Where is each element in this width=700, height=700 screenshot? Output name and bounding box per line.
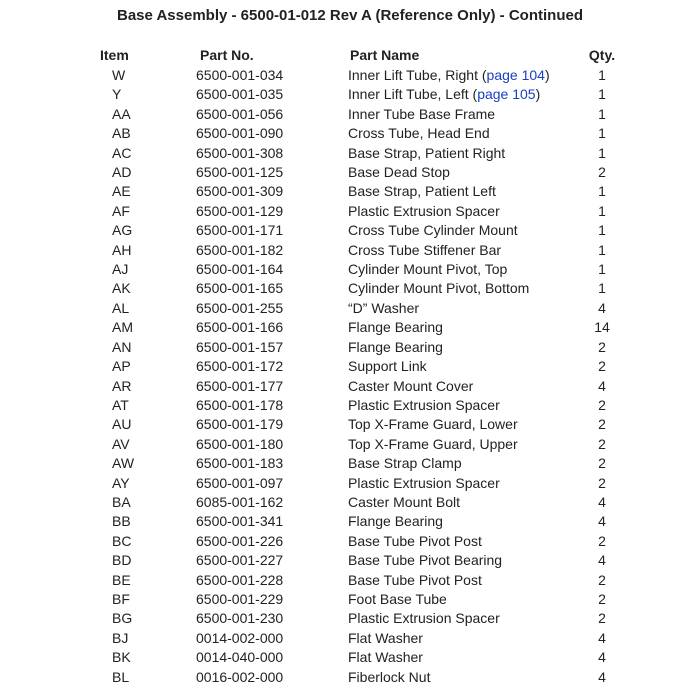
part-name-text: Top X-Frame Guard, Lower <box>348 416 518 433</box>
qty-cell: 1 <box>598 261 606 278</box>
part-name-text: Base Tube Pivot Post <box>348 532 482 549</box>
part-name-cell <box>348 357 582 376</box>
part-name-cell <box>348 629 582 648</box>
part-name-suffix: ) <box>544 67 550 83</box>
column-header-part-name: Part Name <box>350 47 420 63</box>
qty-cell: 4 <box>598 668 606 685</box>
item-cell: BL <box>112 668 130 685</box>
qty-cell: 1 <box>598 222 606 239</box>
part-name-cell <box>348 590 582 609</box>
part-name-text: Flat Washer <box>348 629 423 646</box>
table-row <box>98 512 622 531</box>
table-row <box>98 299 622 318</box>
item-cell: BC <box>112 532 132 549</box>
qty-cell: 4 <box>598 299 606 316</box>
column-header-part-no: Part No. <box>200 47 254 63</box>
part-no-cell: 6500-001-255 <box>196 299 284 316</box>
part-name-cell <box>348 512 582 531</box>
item-cell: AY <box>112 474 130 491</box>
table-row <box>98 454 622 473</box>
part-name-text: Flange Bearing <box>348 513 443 530</box>
page-reference-link[interactable]: page 105 <box>477 86 536 103</box>
table-header-row <box>98 46 622 66</box>
part-name-text: Cross Tube Cylinder Mount <box>348 222 518 239</box>
part-name-text: Caster Mount Cover <box>348 377 474 394</box>
part-name-text: Plastic Extrusion Spacer <box>348 474 500 491</box>
part-name-text: Top X-Frame Guard, Upper <box>348 435 518 452</box>
qty-cell: 1 <box>598 280 606 297</box>
item-cell: AW <box>112 455 135 472</box>
qty-cell: 2 <box>598 455 606 472</box>
part-name-cell <box>348 474 582 493</box>
table-row <box>98 493 622 512</box>
part-name-cell <box>348 415 582 434</box>
part-no-cell: 6500-001-056 <box>196 105 284 122</box>
qty-cell: 2 <box>598 610 606 627</box>
part-name-text: Flange Bearing <box>348 319 443 336</box>
part-no-cell: 6500-001-090 <box>196 125 284 142</box>
qty-cell: 2 <box>598 590 606 607</box>
part-name-cell <box>348 648 582 667</box>
part-name-cell <box>348 454 582 473</box>
part-name-cell <box>348 279 582 298</box>
part-no-cell: 6500-001-227 <box>196 552 284 569</box>
part-no-cell: 6500-001-164 <box>196 261 284 278</box>
qty-cell: 4 <box>598 513 606 530</box>
part-no-cell: 6500-001-182 <box>196 241 284 258</box>
item-cell: AC <box>112 144 132 161</box>
part-name-cell <box>348 66 582 85</box>
page-title: Base Assembly - 6500-01-012 Rev A (Reference Only) - Continued <box>117 7 583 24</box>
part-name-text: Inner Lift Tube, Left ( <box>348 86 478 103</box>
part-name-cell <box>348 396 582 415</box>
table-row <box>98 435 622 454</box>
part-name-text: Cylinder Mount Pivot, Bottom <box>348 280 530 297</box>
table-row <box>98 124 622 143</box>
part-name-cell <box>348 571 582 590</box>
part-name-text: Base Strap, Patient Left <box>348 183 496 200</box>
table-row <box>98 66 622 85</box>
item-cell: AM <box>112 319 133 336</box>
part-name-text: Inner Tube Base Frame <box>348 105 496 122</box>
table-row <box>98 260 622 279</box>
table-row <box>98 279 622 298</box>
table-row <box>98 202 622 221</box>
qty-cell: 2 <box>598 474 606 491</box>
part-name-text: Fiberlock Nut <box>348 668 431 685</box>
part-name-text: Plastic Extrusion Spacer <box>348 202 500 219</box>
item-cell: AP <box>112 358 131 375</box>
part-name-text: Flat Washer <box>348 649 423 666</box>
qty-cell: 4 <box>598 493 606 510</box>
part-no-cell: 6500-001-166 <box>196 319 284 336</box>
part-name-cell <box>348 493 582 512</box>
part-no-cell: 6500-001-097 <box>196 474 284 491</box>
qty-cell: 2 <box>598 571 606 588</box>
page-reference-link[interactable]: page 104 <box>486 67 545 83</box>
part-no-cell: 6085-001-162 <box>196 493 284 510</box>
part-name-text: Base Strap, Patient Right <box>348 144 506 161</box>
part-name-cell <box>348 338 582 357</box>
part-name-text: Flange Bearing <box>348 338 443 355</box>
item-cell: AG <box>112 222 133 239</box>
part-no-cell: 6500-001-177 <box>196 377 284 394</box>
table-row <box>98 532 622 551</box>
table-row <box>98 105 622 124</box>
table-row <box>98 182 622 201</box>
item-cell: W <box>112 67 126 83</box>
qty-cell: 2 <box>598 532 606 549</box>
part-name-cell <box>348 202 582 221</box>
table-row <box>98 357 622 376</box>
item-cell: AJ <box>112 261 129 278</box>
part-no-cell: 6500-001-171 <box>196 222 284 239</box>
part-no-cell: 6500-001-179 <box>196 416 284 433</box>
part-name-cell <box>348 241 582 260</box>
item-cell: BJ <box>112 629 129 646</box>
item-cell: AH <box>112 241 132 258</box>
part-no-cell: 0014-040-000 <box>196 649 284 666</box>
part-no-cell: 6500-001-180 <box>196 435 284 452</box>
qty-cell: 2 <box>598 416 606 433</box>
parts-table-body <box>98 66 622 687</box>
qty-cell: 1 <box>598 86 606 103</box>
part-name-suffix: ) <box>535 86 541 103</box>
part-no-cell: 6500-001-230 <box>196 610 284 627</box>
table-row <box>98 609 622 628</box>
item-cell: AV <box>112 435 130 452</box>
part-no-cell: 6500-001-157 <box>196 338 284 355</box>
qty-cell: 2 <box>598 338 606 355</box>
qty-cell: 1 <box>598 144 606 161</box>
item-cell: BG <box>112 610 133 627</box>
part-name-text: Base Tube Pivot Post <box>348 571 482 588</box>
qty-cell: 2 <box>598 396 606 413</box>
parts-table <box>98 46 622 687</box>
part-no-cell: 6500-001-172 <box>196 358 284 375</box>
table-row <box>98 396 622 415</box>
part-name-cell <box>348 221 582 240</box>
qty-cell: 2 <box>598 164 606 181</box>
part-name-cell <box>348 609 582 628</box>
part-name-text: Foot Base Tube <box>348 590 447 607</box>
part-no-cell: 6500-001-035 <box>196 86 284 103</box>
part-no-cell: 6500-001-341 <box>196 513 284 530</box>
part-name-cell <box>348 144 582 163</box>
part-name-cell <box>348 435 582 454</box>
item-cell: AB <box>112 125 131 142</box>
part-name-cell <box>348 182 582 201</box>
part-name-text: Base Strap Clamp <box>348 455 462 472</box>
part-name-cell <box>348 260 582 279</box>
qty-cell: 4 <box>598 649 606 666</box>
part-no-cell: 6500-001-308 <box>196 144 284 161</box>
qty-cell: 1 <box>598 67 606 83</box>
column-header-item: Item <box>100 47 129 63</box>
table-row <box>98 85 622 104</box>
part-name-text: Base Tube Pivot Bearing <box>348 552 503 569</box>
table-row <box>98 163 622 182</box>
item-cell: AD <box>112 164 132 181</box>
table-row <box>98 377 622 396</box>
qty-cell: 1 <box>598 105 606 122</box>
item-cell: BF <box>112 590 130 607</box>
part-no-cell: 6500-001-309 <box>196 183 284 200</box>
part-no-cell: 6500-001-228 <box>196 571 284 588</box>
part-no-cell: 0014-002-000 <box>196 629 284 646</box>
item-cell: AA <box>112 105 131 122</box>
item-cell: BE <box>112 571 131 588</box>
qty-cell: 2 <box>598 435 606 452</box>
part-name-cell <box>348 85 582 104</box>
part-no-cell: 6500-001-129 <box>196 202 284 219</box>
part-no-cell: 6500-001-034 <box>196 67 284 83</box>
part-name-text: Cross Tube, Head End <box>348 125 490 142</box>
table-row <box>98 648 622 667</box>
part-name-text: Caster Mount Bolt <box>348 493 461 510</box>
table-row <box>98 474 622 493</box>
table-row <box>98 551 622 570</box>
qty-cell: 14 <box>594 319 610 336</box>
part-no-cell: 6500-001-178 <box>196 396 284 413</box>
item-cell: AK <box>112 280 131 297</box>
qty-cell: 1 <box>598 202 606 219</box>
part-name-text: “D” Washer <box>348 299 420 316</box>
part-no-cell: 0016-002-000 <box>196 668 284 685</box>
qty-cell: 1 <box>598 241 606 258</box>
item-cell: BD <box>112 552 132 569</box>
item-cell: AF <box>112 202 130 219</box>
part-name-cell <box>348 105 582 124</box>
item-cell: Y <box>112 86 122 103</box>
qty-cell: 2 <box>598 358 606 375</box>
part-no-cell: 6500-001-229 <box>196 590 284 607</box>
qty-cell: 4 <box>598 629 606 646</box>
table-row <box>98 221 622 240</box>
part-no-cell: 6500-001-226 <box>196 532 284 549</box>
part-name-text: Cross Tube Stiffener Bar <box>348 241 502 258</box>
qty-cell: 4 <box>598 377 606 394</box>
part-no-cell: 6500-001-183 <box>196 455 284 472</box>
table-row <box>98 571 622 590</box>
part-name-cell <box>348 377 582 396</box>
part-no-cell: 6500-001-165 <box>196 280 284 297</box>
part-name-text: Plastic Extrusion Spacer <box>348 610 500 627</box>
table-row <box>98 241 622 260</box>
part-name-text: Support Link <box>348 358 427 375</box>
part-name-text: Plastic Extrusion Spacer <box>348 396 500 413</box>
table-row <box>98 629 622 648</box>
item-cell: BA <box>112 493 131 510</box>
item-cell: AE <box>112 183 131 200</box>
item-cell: AN <box>112 338 132 355</box>
table-row <box>98 590 622 609</box>
part-name-cell <box>348 668 582 687</box>
part-no-cell: 6500-001-125 <box>196 164 284 181</box>
item-cell: AR <box>112 377 132 394</box>
part-name-cell <box>348 532 582 551</box>
part-name-text: Inner Lift Tube, Right ( <box>348 67 487 83</box>
column-header-qty: Qty. <box>588 47 616 63</box>
part-name-text: Cylinder Mount Pivot, Top <box>348 261 508 278</box>
table-row <box>98 318 622 337</box>
part-name-cell <box>348 318 582 337</box>
qty-cell: 4 <box>598 552 606 569</box>
part-name-cell <box>348 124 582 143</box>
part-name-cell <box>348 551 582 570</box>
qty-cell: 1 <box>598 183 606 200</box>
item-cell: BK <box>112 649 131 666</box>
table-row <box>98 338 622 357</box>
part-name-cell <box>348 163 582 182</box>
item-cell: AL <box>112 299 130 316</box>
item-cell: AU <box>112 416 132 433</box>
item-cell: BB <box>112 513 131 530</box>
table-row <box>98 415 622 434</box>
part-name-text: Base Dead Stop <box>348 164 450 181</box>
table-row <box>98 144 622 163</box>
part-name-cell <box>348 299 582 318</box>
item-cell: AT <box>112 396 129 413</box>
qty-cell: 1 <box>598 125 606 142</box>
table-row <box>98 668 622 687</box>
